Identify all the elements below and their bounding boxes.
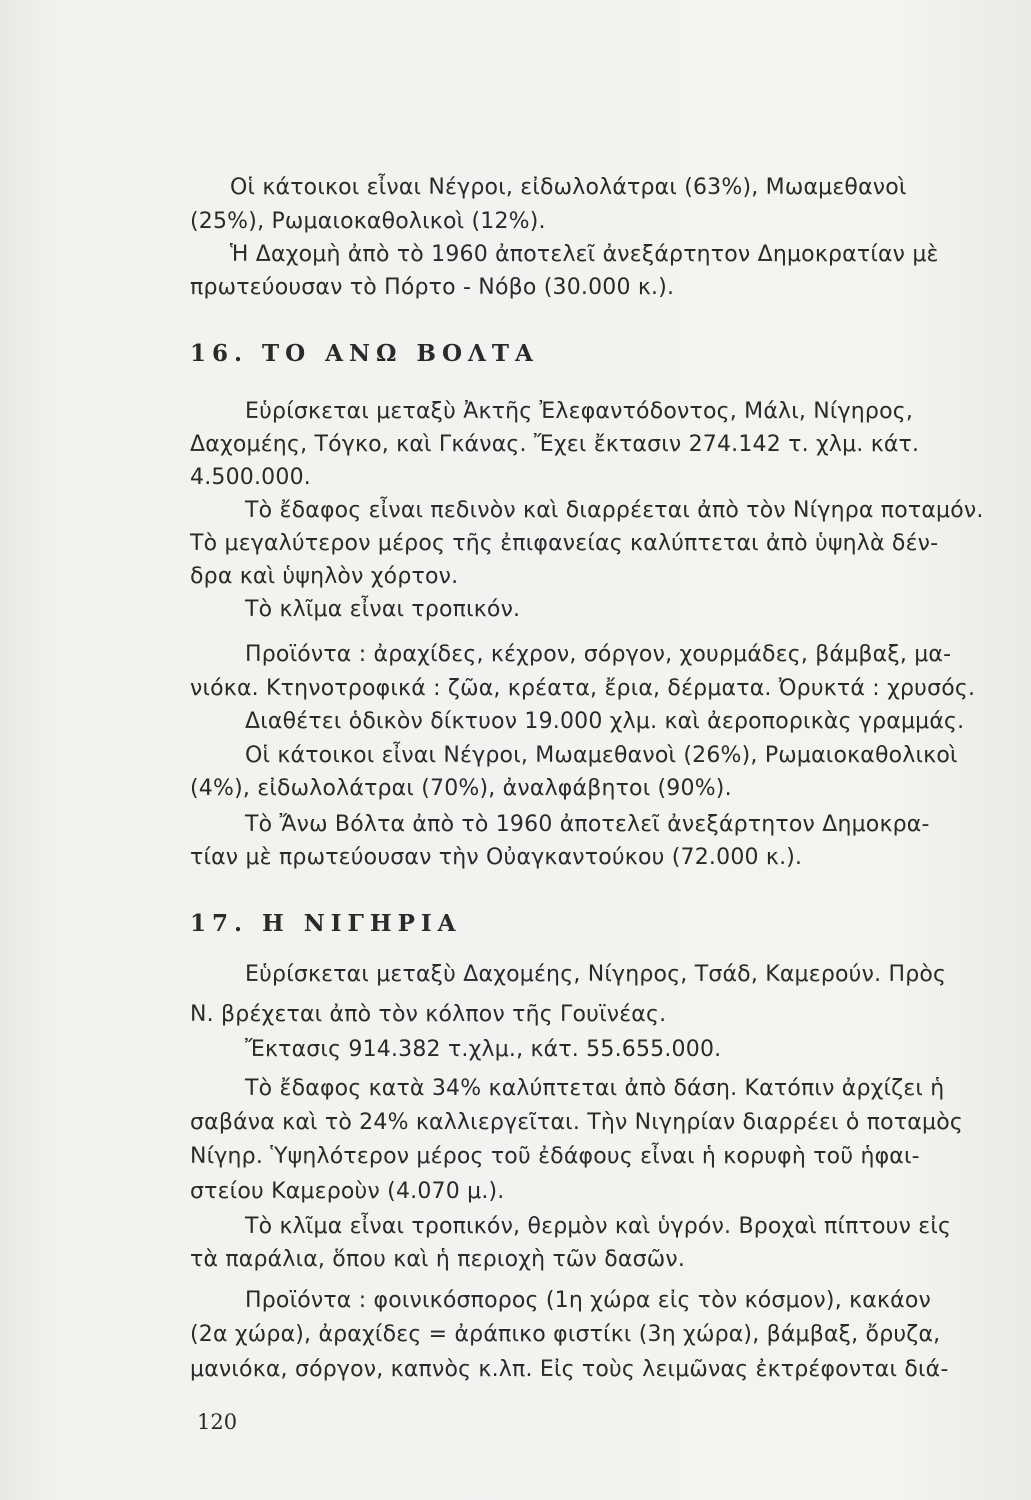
text-line: τὰ παράλια, ὅπου καὶ ἡ περιοχὴ τῶν δασῶν. (190, 1247, 686, 1272)
text-line: πρωτεύουσαν τὸ Πόρτο - Νόβο (30.000 κ.). (190, 275, 675, 300)
text-line: τίαν μὲ πρωτεύουσαν τὴν Οὐαγκαντούκου (72.000 κ.). (190, 845, 803, 870)
section-heading-17: 17. Η ΝΙΓΗΡΙΑ (190, 910, 462, 937)
text-line: Νίγηρ. Ὑψηλότερον μέρος τοῦ ἐδάφους εἶναι ἡ κορυφὴ τοῦ ἡφαι- (190, 1144, 920, 1169)
text-line: Εὑρίσκεται μεταξὺ Δαχομέης, Νίγηρος, Τσάδ, Καμερούν. Πρὸς (245, 962, 947, 987)
text-line: Τὸ Ἄνω Βόλτα ἀπὸ τὸ 1960 ἀποτελεῖ ἀνεξάρτητον Δημοκρα- (245, 812, 930, 837)
text-line: Οἱ κάτοικοι εἶναι Νέγροι, εἰδωλολάτραι (63%), Μωαμεθανοὶ (230, 175, 907, 200)
text-line: Τὸ ἔδαφος εἶναι πεδινὸν καὶ διαρρέεται ἀπὸ τὸν Νίγηρα ποταμόν. (245, 498, 984, 523)
section-heading-16: 16. ΤΟ ΑΝΩ ΒΟΛΤΑ (190, 340, 539, 367)
text-line: Προϊόντα : φοινικόσπορος (1η χώρα εἰς τὸν κόσμον), κακάον (245, 1288, 931, 1313)
text-line: Τὸ ἔδαφος κατὰ 34% καλύπτεται ἀπὸ δάση. Κατόπιν ἀρχίζει ἡ (245, 1076, 945, 1101)
text-line: (4%), εἰδωλολάτραι (70%), ἀναλφάβητοι (90%). (190, 776, 732, 801)
text-line: (2α χώρα), ἀραχίδες = ἀράπικο φιστίκι (3η χώρα), βάμβαξ, ὄρυζα, (190, 1322, 941, 1347)
text-line: Τὸ μεγαλύτερον μέρος τῆς ἐπιφανείας καλύπτεται ἀπὸ ὑψηλὰ δέν- (190, 531, 939, 556)
text-line: στείου Καμεροὺν (4.070 μ.). (190, 1179, 505, 1204)
text-line: (25%), Ρωμαιοκαθολικοὶ (12%). (190, 209, 546, 234)
text-line: Εὑρίσκεται μεταξὺ Ἀκτῆς Ἐλεφαντόδοντος, Μάλι, Νίγηρος, (245, 399, 914, 424)
text-line: Ἡ Δαχομὴ ἀπὸ τὸ 1960 ἀποτελεῖ ἀνεξάρτητον Δημοκρατίαν μὲ (230, 242, 939, 267)
page-number: 120 (197, 1410, 238, 1434)
text-line: νιόκα. Κτηνοτροφικά : ζῶα, κρέατα, ἔρια, δέρματα. Ὀρυκτά : χρυσός. (190, 676, 976, 701)
text-line: Ν. βρέχεται ἀπὸ τὸν κόλπον τῆς Γουϊνέας. (190, 1002, 667, 1027)
text-line: Οἱ κάτοικοι εἶναι Νέγροι, Μωαμεθανοὶ (26%), Ρωμαιοκαθολικοὶ (245, 743, 958, 768)
text-line: Δαχομέης, Τόγκο, καὶ Γκάνας. Ἔχει ἔκτασιν 274.142 τ. χλμ. κάτ. (190, 432, 920, 457)
text-line: 4.500.000. (190, 465, 311, 490)
text-line: Τὸ κλῖμα εἶναι τροπικόν, θερμὸν καὶ ὑγρόν. Βροχαὶ πίπτουν εἰς (245, 1214, 952, 1239)
text-line: σαβάνα καὶ τὸ 24% καλλιεργεῖται. Τὴν Νιγηρίαν διαρρέει ὁ ποταμὸς (190, 1110, 963, 1135)
text-line: Τὸ κλῖμα εἶναι τροπικόν. (245, 597, 521, 622)
text-line: Διαθέτει ὁδικὸν δίκτυον 19.000 χλμ. καὶ ἀεροπορικὰς γραμμάς. (245, 709, 965, 734)
text-line: Προϊόντα : ἀραχίδες, κέχρον, σόργον, χουρμάδες, βάμβαξ, μα- (245, 642, 952, 667)
text-line: μανιόκα, σόργον, καπνὸς κ.λπ. Εἰς τοὺς λειμῶνας ἐκτρέφονται διά- (190, 1357, 949, 1382)
text-line: δρα καὶ ὑψηλὸν χόρτον. (190, 564, 459, 589)
text-line: Ἔκτασις 914.382 τ.χλμ., κάτ. 55.655.000. (245, 1037, 722, 1062)
